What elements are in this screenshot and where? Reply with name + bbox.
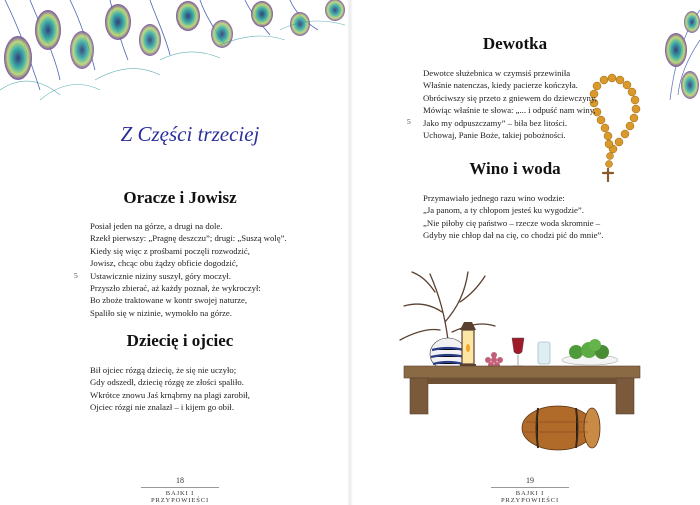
poem-wino [423,192,603,242]
poem-title-oracze: Oracze i Jowisz [123,188,237,207]
poem-line: Właśnie natenczas, kiedy pacierze kończyła. [423,80,578,91]
poem-oracze [90,220,287,319]
page-folio-left [120,476,240,504]
poem-dziecie [90,364,250,414]
running-title: BAJKI I PRZYPOWIEŚCI [491,487,569,504]
lantern [460,322,476,368]
poem-line: Przymawiało jednego razu wino wodzie: [423,193,565,203]
table-still-life-illustration [390,262,650,462]
poem-line: Bił ojciec rózgą dziecię, że się nie uczyło; [90,365,237,375]
poem-line: Dewotce służebnica w czymsiś przewiniła [423,68,571,78]
peacock-feathers-icon [0,0,350,110]
poem-line: Rzekł pierwszy: „Pragnę deszczu”; drugi: „Suszą wolę”. [90,233,287,244]
poem-title-wino: Wino i woda [469,159,561,178]
poem-line: Mówiąc właśnie te słowa: „... i odpuść nam winy, [423,105,596,116]
poem-line: Obróciwszy się przeto z gniewem do dziewczyny, [423,92,597,103]
poem-line: „Ja panom, a ty chłopom jesteś ku wygodzie”. [423,205,584,216]
barrel [522,406,600,450]
poem-line: Przyszło zbierać, aż każdy poznał, że wykroczył: [90,283,261,294]
wooden-table [404,366,640,414]
right-page [350,0,700,505]
poem-line: Ojciec rózgi nie znalazł – i kijem go obił. [90,402,235,413]
line-number: 5 [407,117,411,126]
poem-line: Jowisz, chcąc obu żądzy obficie dogodzić, [90,258,238,269]
line-number: 5 [74,271,78,280]
poem-dewotka [423,67,597,141]
page-folio-right [470,476,590,504]
poem-line: Bo zboże traktowane w kontr swojej naturze, [90,295,248,306]
wine-glass [512,338,524,366]
poem-line: Spaliło się w nizinie, wymokło na górze. [90,307,232,318]
page-number: 18 [176,476,184,485]
poem-line: Kiedy się więc z prośbami poczęli rozwodzić, [90,245,250,256]
poem-line: Posiał jeden na górze, a drugi na dole. [90,221,223,231]
water-glass [538,342,550,364]
running-title: BAJKI I PRZYPOWIEŚCI [141,487,219,504]
book-gutter [347,0,353,505]
poem-line: Ustawicznie niziny suszył, góry moczył. [90,270,231,281]
poem-line: Jako my odpuszczamy” – biła bez litości. [423,117,568,128]
poem-title-dziecie: Dziecię i ojciec [126,331,234,350]
poem-line: „Nie piłoby cię państwo – rzecze woda skromnie – [423,217,601,228]
section-title: Z Części trzeciej [120,122,260,146]
poem-line: Wkrótce znowu Jaś krnąbrny na plagi zarobił, [90,389,250,400]
poem-line: Gdy odszedł, dziecię rózgę ze złości spaliło. [90,377,244,388]
fruit-bowl [562,339,618,365]
poem-line: Uchowaj, Panie Boże, takiej pobożności. [423,130,566,141]
poem-title-dewotka: Dewotka [482,34,548,53]
page-number: 19 [526,476,534,485]
poem-line: Gdyby nie chłop dał na cię, co chodzi pić do mnie”. [423,230,604,241]
